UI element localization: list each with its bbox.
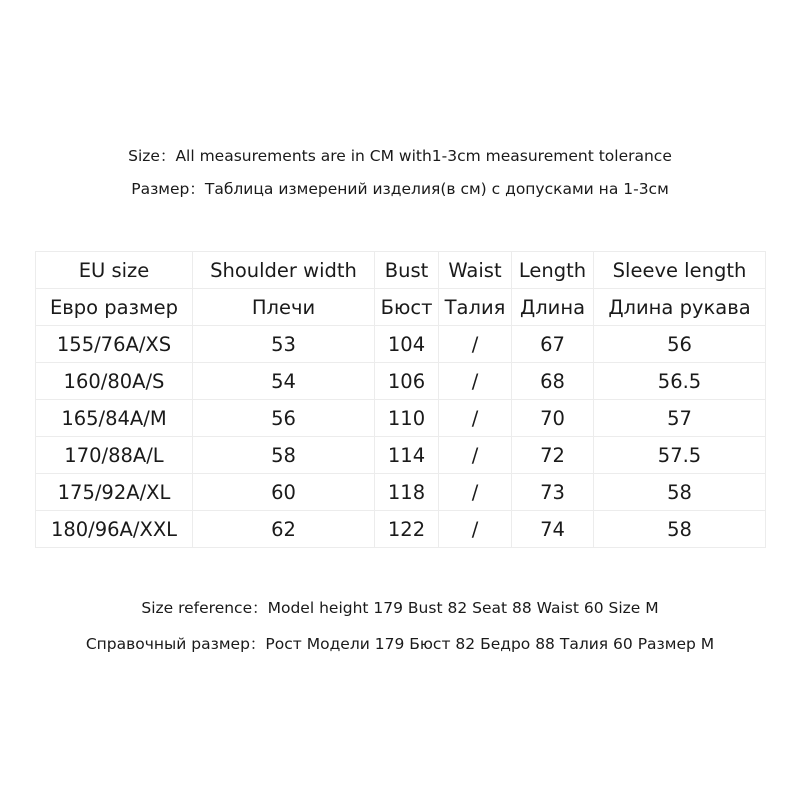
size-reference-ru: Справочный размер：Рост Модели 179 Бюст 82 Бедро 88 Талия 60 Размер M (85, 635, 715, 653)
measurement-note-ru: Размер：Таблица измерений изделия(в см) с допусками на 1-3см (131, 180, 669, 198)
table-cell: 72 (512, 437, 594, 474)
header-cell: Bust (375, 252, 439, 289)
table-cell: 68 (512, 363, 594, 400)
table-cell: 58 (594, 511, 766, 548)
table-row (36, 474, 766, 511)
table-cell: 58 (594, 474, 766, 511)
table-cell: 110 (375, 400, 439, 437)
table-cell: 56 (594, 326, 766, 363)
table-cell: 74 (512, 511, 594, 548)
header-cell: EU size (36, 252, 193, 289)
table-cell: 160/80A/S (36, 363, 193, 400)
table-cell: 175/92A/XL (36, 474, 193, 511)
table-cell: 73 (512, 474, 594, 511)
header-cell: Талия (439, 289, 512, 326)
table-cell: 56.5 (594, 363, 766, 400)
table-cell: / (439, 437, 512, 474)
table-cell: 170/88A/L (36, 437, 193, 474)
table-cell: / (439, 363, 512, 400)
table-header-row-ru (36, 289, 766, 326)
table-cell: 114 (375, 437, 439, 474)
table-row (36, 363, 766, 400)
table-cell: 56 (193, 400, 375, 437)
size-table (35, 251, 766, 548)
table-cell: 118 (375, 474, 439, 511)
table-cell: 62 (193, 511, 375, 548)
header-cell: Евро размер (36, 289, 193, 326)
table-cell: 58 (193, 437, 375, 474)
table-cell: / (439, 400, 512, 437)
table-cell: 60 (193, 474, 375, 511)
header-cell: Shoulder width (193, 252, 375, 289)
header-cell: Длина (512, 289, 594, 326)
table-cell: 155/76A/XS (36, 326, 193, 363)
table-cell: 70 (512, 400, 594, 437)
table-cell: 57.5 (594, 437, 766, 474)
table-cell: 57 (594, 400, 766, 437)
table-cell: 106 (375, 363, 439, 400)
table-cell: 165/84A/M (36, 400, 193, 437)
table-cell: / (439, 474, 512, 511)
header-cell: Плечи (193, 289, 375, 326)
table-row (36, 437, 766, 474)
measurement-note-en: Size：All measurements are in CM with1-3cm measurement tolerance (128, 147, 672, 165)
table-cell: 67 (512, 326, 594, 363)
header-cell: Длина рукава (594, 289, 766, 326)
table-row (36, 326, 766, 363)
table-header-row-en (36, 252, 766, 289)
table-cell: 122 (375, 511, 439, 548)
table-cell: 180/96A/XXL (36, 511, 193, 548)
header-cell: Sleeve length (594, 252, 766, 289)
table-cell: 104 (375, 326, 439, 363)
table-cell: 53 (193, 326, 375, 363)
header-cell: Бюст (375, 289, 439, 326)
table-row (36, 400, 766, 437)
table-row (36, 511, 766, 548)
table-cell: 54 (193, 363, 375, 400)
size-reference-en: Size reference：Model height 179 Bust 82 Seat 88 Waist 60 Size M (141, 599, 659, 617)
table-cell: / (439, 511, 512, 548)
table-cell: / (439, 326, 512, 363)
header-cell: Waist (439, 252, 512, 289)
header-cell: Length (512, 252, 594, 289)
